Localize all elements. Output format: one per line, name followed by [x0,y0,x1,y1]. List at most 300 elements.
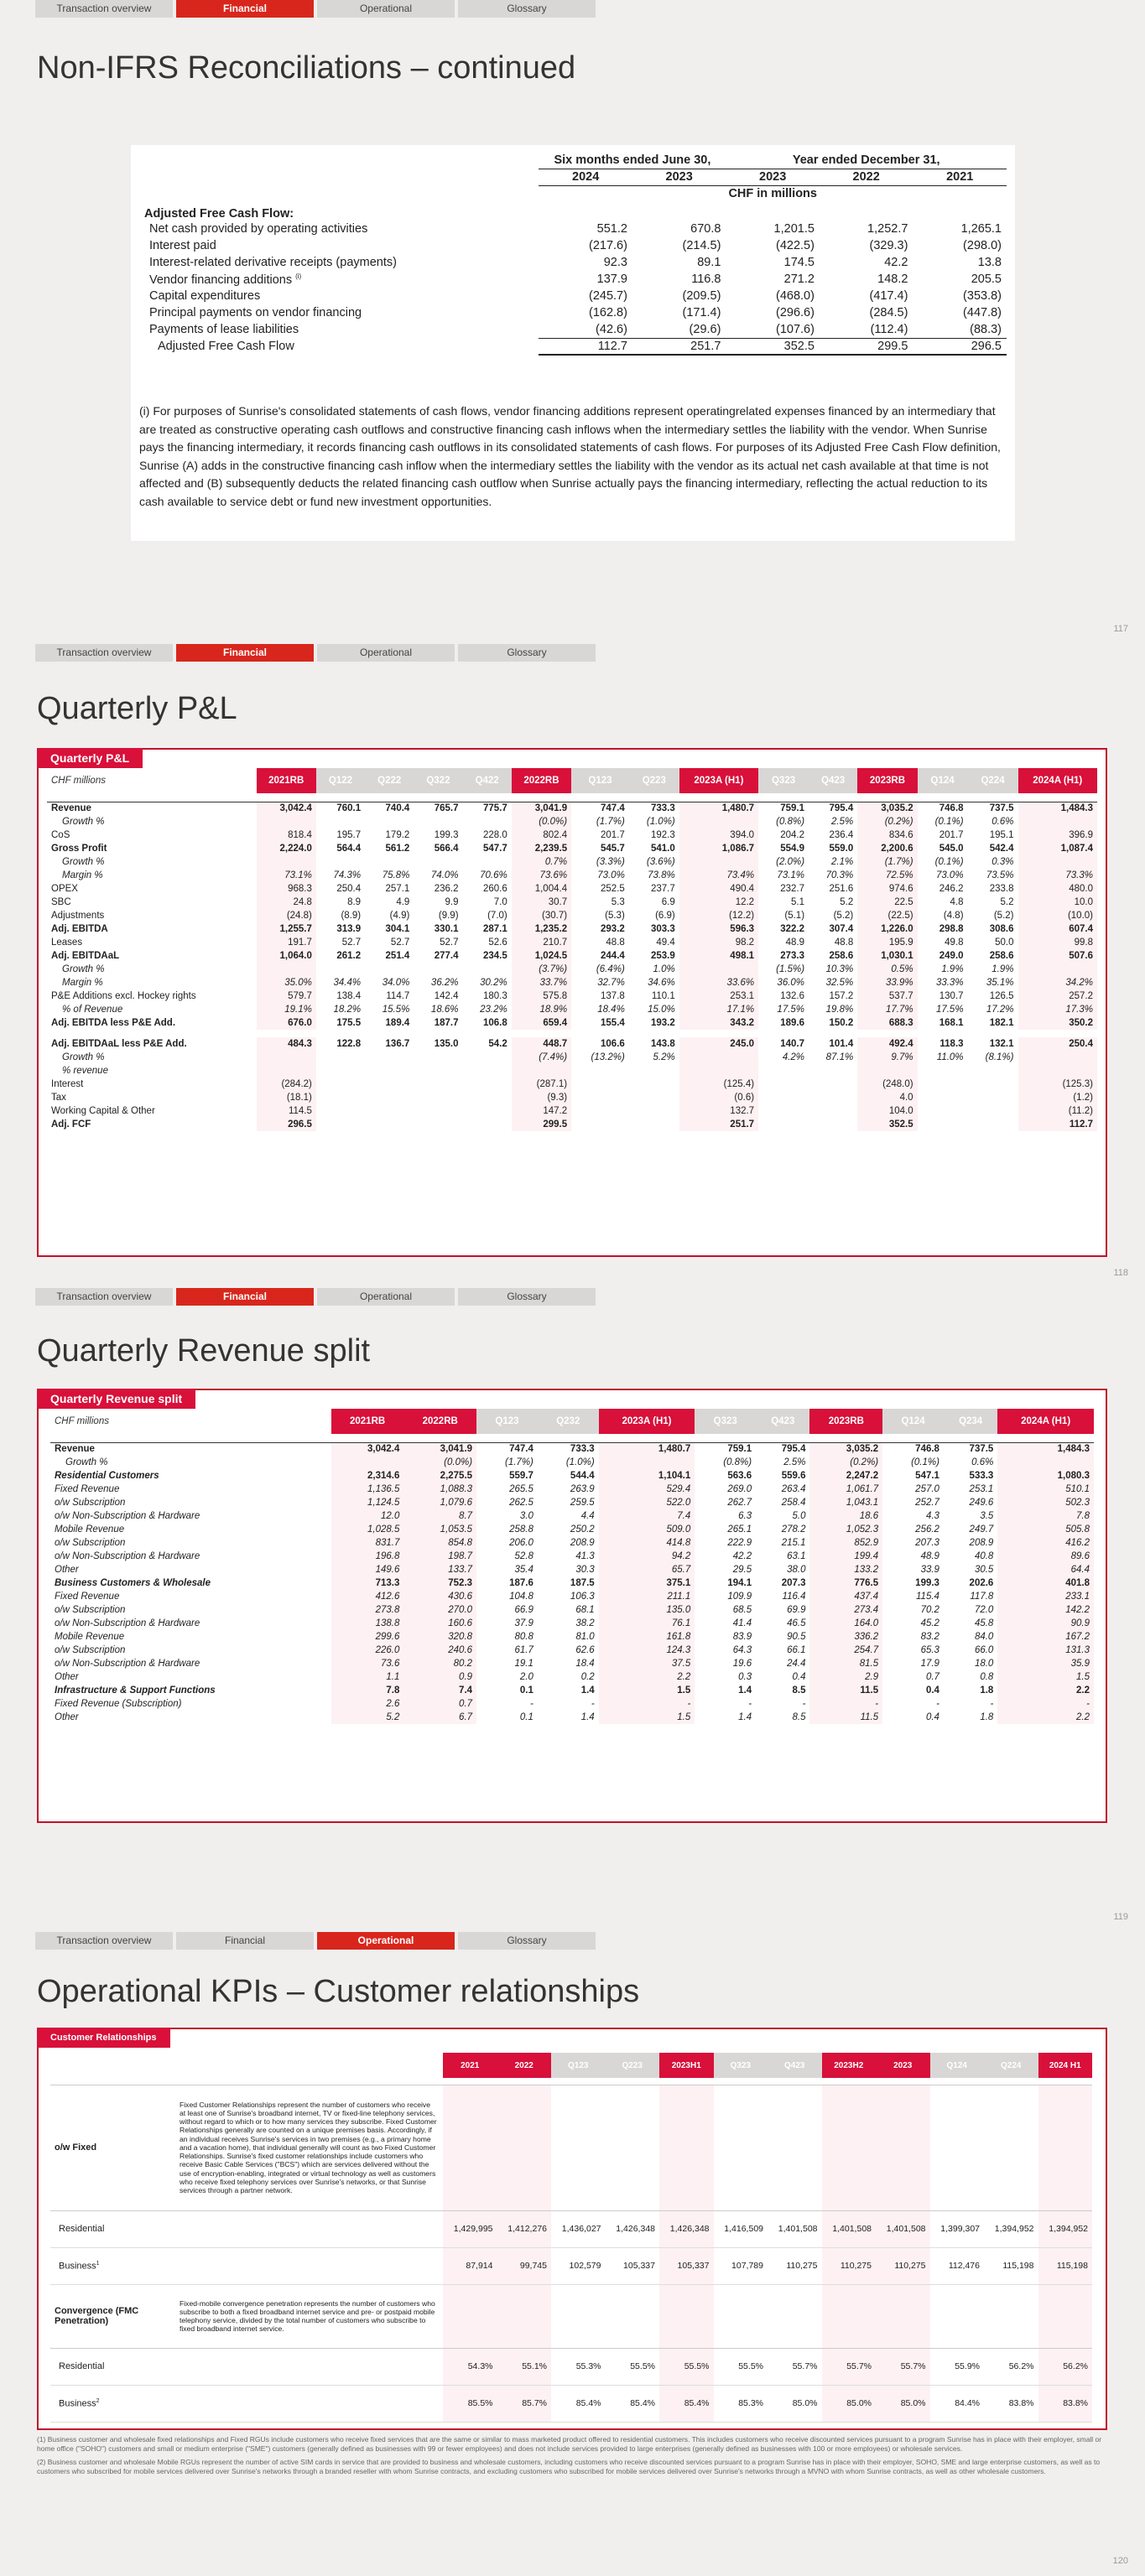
cell-value [463,855,512,869]
cell-value: 75.8% [382,870,410,880]
cell-value: 7.4 [599,1509,695,1523]
footnote-2: (2) Business customer and wholesale Mobile RGUs represent the number of active SIM cards in service that are provided to business and wholesale customers, including customers who receive discounted services pursuant to a program Sunrise has in place with their employer, SOHO, SME and large enterprise customers, as well as to customers who subscribed for mobile services delivered over Sunrise's networks through a branded reseller with whom Sunrise contracts, and excluding customers who subscribed for mobile services delivered over Sunrise's networks through a MVNO with whom Sunrise contracts, as well as other wholesale customers. [37,2458,1101,2475]
cell-value: 352.5 [726,338,820,355]
cell-value: 41.3 [575,1551,595,1561]
cell-value: 1,030.1 [857,949,917,963]
cell-value: 968.3 [257,882,316,896]
cell-value: (42.6) [539,321,632,338]
cell-value [316,815,365,828]
cell-value [463,1104,512,1118]
cell-value: 35.9 [997,1657,1094,1670]
cell-value: 196.8 [331,1550,404,1563]
tab-transaction-overview[interactable]: Transaction overview [35,1288,173,1306]
cell-value: (5.2) [833,911,854,921]
cell-value: (417.4) [869,289,908,303]
spacer-row [47,793,1097,802]
cell-value: 142.2 [997,1603,1094,1617]
cell-value: (6.4%) [596,964,625,974]
cell-value [809,1064,857,1078]
cell-value: 299.5 [820,338,913,355]
spacer-row [50,1434,1094,1442]
section-label: Quarterly P&L [37,748,143,768]
cell-value [414,1118,462,1131]
cell-value: 89.6 [997,1550,1094,1563]
cell-value: 55.7% [822,2348,877,2385]
cell-value: 34.4% [333,978,362,988]
tab-operational[interactable]: Operational [317,1932,455,1950]
cell-value: 4.3 [925,1511,939,1521]
cell-value: 2.6 [331,1697,404,1711]
cell-value: 114.5 [257,1104,316,1118]
cell-value: 0.6% [991,817,1014,827]
cell-value: 854.8 [403,1536,476,1550]
col-header: Q232 [538,1409,599,1434]
col-header: Q124 [882,1409,944,1434]
row-label: o/w Subscription [55,1605,126,1615]
col-header: 2022RB [403,1409,476,1434]
cell-value: (209.5) [682,289,721,303]
cell-value: 852.9 [809,1536,882,1550]
cell-value: 35.0% [257,976,316,989]
cell-value: 32.7% [597,978,625,988]
cell-value: 278.2 [781,1524,806,1535]
col-header: 2023RB [857,768,917,793]
cell-value: 1,087.4 [1018,842,1098,855]
cell-value: 19.1 [514,1659,533,1669]
cell-value: 133.7 [403,1563,476,1576]
cell-value: 11.5 [809,1711,882,1724]
cell-value: 262.5 [509,1498,533,1508]
row-label: Adj. EBITDAaL [51,951,120,961]
cell-value: 5.2 [840,897,854,907]
table-row [47,855,1097,869]
cell-value: 251.7 [632,338,726,355]
cell-value: 33.6% [679,976,758,989]
cell-value [968,1104,1018,1118]
tab-operational[interactable]: Operational [317,0,455,18]
cell-value: 18.4% [597,1005,625,1015]
cell-value [571,1118,629,1131]
cell-value: 138.8 [331,1617,404,1630]
cell-value: 157.2 [829,991,854,1001]
cell-value: 795.4 [756,1442,809,1456]
tab-financial[interactable]: Financial [176,644,314,662]
page-120 [0,1932,1145,2576]
cell-value: 55.7% [876,2348,930,2385]
cell-value: 118.3 [939,1039,964,1049]
cell-value: 541.0 [650,844,675,854]
cell-value: 11.0% [936,1052,964,1062]
cell-value: 234.5 [482,951,507,961]
cell-value: 733.3 [538,1442,599,1456]
cell-value: 1,436,027 [551,2210,606,2247]
section-heading: Adjusted Free Cash Flow: [144,207,294,221]
cell-value: 2.2 [599,1670,695,1684]
table-row [50,1550,1094,1563]
cell-value [316,1091,365,1104]
cell-value: 182.1 [989,1018,1014,1028]
col-header: 2022 [820,169,913,185]
cell-value: 98.2 [679,936,758,949]
tab-financial[interactable]: Financial [176,0,314,18]
cell-value: 3,042.4 [257,802,316,815]
cell-value: 375.1 [599,1576,695,1590]
cell-value: (1.0%) [646,817,675,827]
cell-value: 130.7 [939,991,964,1001]
row-label [139,288,539,304]
table-row [50,1523,1094,1536]
cell-value: 3,035.2 [857,802,917,815]
cell-value: 233.8 [989,884,1014,894]
cell-value: 5.2 [331,1711,404,1724]
cell-value: (214.5) [682,239,721,252]
row-label [50,2348,174,2385]
section-label: Quarterly Revenue split [37,1389,195,1409]
cell-value: 1,401,508 [876,2210,930,2247]
cell-value: 4.4 [580,1511,595,1521]
cell-value: 65.3 [920,1645,939,1655]
cell-value: - [809,1697,882,1711]
cell-value: 149.6 [331,1563,404,1576]
footnotes [37,2435,1107,2475]
cell-value: 155.4 [601,1018,625,1028]
cell-value: 2.5% [783,1457,806,1467]
cell-value: 101.4 [829,1039,854,1049]
table-row [50,1563,1094,1576]
cell-value: 18.2% [333,1005,362,1015]
cell-value: 9.7% [857,1051,917,1064]
tab-glossary[interactable]: Glossary [458,1932,596,1950]
cell-value: 161.8 [599,1630,695,1644]
cell-value: (0.1%) [934,817,964,827]
table-row [50,1590,1094,1603]
cell-value: 554.9 [780,844,805,854]
cell-value: 174.5 [783,256,815,269]
cell-value: 1,226.0 [857,922,917,936]
cell-value: 106.8 [482,1018,507,1028]
spacer-row [50,2078,1092,2085]
cell-value: 81.0 [575,1632,595,1642]
tab-transaction-overview[interactable]: Transaction overview [35,1932,173,1950]
cell-value: 254.7 [809,1644,882,1657]
cell-value: 198.7 [403,1550,476,1563]
table-row [47,976,1097,989]
cell-value: 542.4 [989,844,1014,854]
table-row [50,1536,1094,1550]
cell-value: 38.2 [575,1618,595,1628]
cell-value: 3.0 [519,1511,533,1521]
cell-value: 85.0% [822,2385,877,2422]
row-label: Mobile Revenue [55,1632,125,1642]
cell-value: 256.2 [915,1524,939,1535]
cell-value: 1,399,307 [930,2210,985,2247]
cell-value: 298.8 [939,924,964,934]
cell-value: (5.2) [993,911,1014,921]
cell-value [1018,963,1098,976]
row-label: Margin % [62,870,103,880]
cell-value: 15.5% [382,1005,410,1015]
cell-value [968,1091,1018,1104]
cell-value [571,1091,629,1104]
cell-value: 110,275 [768,2247,822,2284]
page-title: Quarterly Revenue split [37,1333,371,1368]
tab-glossary[interactable]: Glossary [458,0,596,18]
cell-value: 202.6 [969,1578,994,1588]
row-label [139,221,539,237]
cell-value: (7.4%) [512,1051,571,1064]
row-label-text: Vendor financing additions [149,273,293,287]
kpi-box [37,2028,1107,2430]
cell-value: 559.0 [829,844,854,854]
cell-value: 90.9 [997,1617,1094,1630]
cell-value: 1,401,508 [822,2210,877,2247]
cell-value: 34.6% [648,978,675,988]
cell-value: 164.0 [809,1617,882,1630]
cell-value: 492.4 [857,1037,917,1051]
cell-value: 0.1 [519,1685,533,1696]
pl-box [37,748,1107,1257]
row-label: Other [55,1565,79,1575]
row-label: Growth % [65,1457,108,1467]
table-row [50,1630,1094,1644]
cell-value [316,1064,365,1078]
col-header: Q122 [316,768,365,793]
cell-value: 73.1% [777,870,805,880]
cell-value: (4.9) [389,911,410,921]
cell-value: 30.2% [480,978,507,988]
cell-value: 33.7% [512,976,571,989]
cell-value: 18.4 [575,1659,595,1669]
cell-value: 396.9 [1018,828,1098,842]
cell-value: 17.5% [935,1005,964,1015]
row-label: Growth % [62,964,105,974]
cell-value: 253.1 [969,1484,994,1494]
cell-value: 87,914 [443,2247,497,2284]
table-row [139,237,1007,254]
cell-value: 1,080.3 [997,1469,1094,1483]
cell-value: 1,412,276 [497,2210,552,2247]
tab-transaction-overview[interactable]: Transaction overview [35,644,173,662]
cell-value: 257.0 [915,1484,939,1494]
cell-value: 0.4 [792,1672,806,1682]
cell-value: 304.1 [385,924,410,934]
cell-value: 83.9 [732,1632,752,1642]
page-117 [0,0,1145,644]
col-header: 2023RB [809,1409,882,1434]
row-label: Gross Profit [51,844,107,854]
tab-financial[interactable]: Financial [176,1932,314,1950]
cell-value: 249.6 [969,1498,994,1508]
cell-value: (0.2%) [809,1456,882,1469]
cell-value: (162.8) [588,306,627,319]
cell-value: 1,235.2 [512,922,571,936]
cell-value: 228.0 [482,830,507,840]
cell-value: 0.7% [512,855,571,869]
cell-value: 33.9 [920,1565,939,1575]
cell-value: 250.2 [570,1524,595,1535]
cell-value: 2,200.6 [857,842,917,855]
cell-value [316,963,365,976]
col-header: Q224 [968,768,1018,793]
col-header: Q123 [476,1409,538,1434]
cell-value: 109.9 [727,1592,752,1602]
cell-value: 307.4 [829,924,854,934]
cell-value: 30.7 [512,896,571,909]
cell-value: 85.0% [768,2385,822,2422]
cell-value: 232.7 [780,884,805,894]
cell-value [1018,815,1098,828]
table-row [47,949,1097,963]
cell-value: 559.7 [509,1471,533,1481]
row-label: CoS [51,830,70,840]
tab-transaction-overview[interactable]: Transaction overview [35,0,173,18]
cell-value: 140.7 [780,1039,805,1049]
cell-value [365,1078,414,1091]
cell-value: 201.7 [601,830,625,840]
cell-value: 131.3 [997,1644,1094,1657]
cell-value: 48.8 [606,937,625,948]
cell-value: 46.5 [787,1618,806,1628]
cell-value [257,855,316,869]
cell-value: 45.2 [920,1618,939,1628]
cell-value: (1.7%) [596,817,625,827]
table-row [47,1104,1097,1118]
cell-value [758,1118,809,1131]
cell-value: 733.3 [629,802,679,815]
cell-value: 0.9 [403,1670,476,1684]
row-label: Revenue [50,1442,331,1456]
cell-value: 0.7 [925,1672,939,1682]
cell-value: 15.0% [648,1005,675,1015]
cell-value: 1,484.3 [1018,802,1098,815]
col-header: 2021RB [331,1409,404,1434]
cell-value: 1,394,952 [1038,2210,1093,2247]
cell-value: 713.3 [331,1576,404,1590]
cell-value: 0.8 [980,1672,994,1682]
cell-value: (422.5) [775,239,815,252]
cell-value: (22.5) [857,909,917,922]
cell-value: 0.7 [403,1697,476,1711]
cell-value: 73.4% [679,869,758,882]
cell-value: 8.5 [792,1712,806,1722]
page-number: 119 [1113,1912,1128,1922]
cell-value: 72.0 [974,1605,994,1615]
cell-value: 17.1% [679,1003,758,1016]
pl-table [47,768,1097,1131]
cell-value: 263.9 [570,1484,595,1494]
cell-value: 85.7% [497,2385,552,2422]
col-header: Q223 [629,768,679,793]
cell-value: 414.8 [599,1536,695,1550]
cell-value: (217.6) [588,239,627,252]
cell-value [809,1118,857,1131]
row-label [139,237,539,254]
cell-value: 80.8 [514,1632,533,1642]
col-header: 2022 [497,2053,552,2078]
cell-value: 412.6 [331,1590,404,1603]
cell-value [918,1064,968,1078]
cell-value: 1.4 [738,1685,752,1696]
cell-value: 52.7 [390,937,410,948]
row-label [50,2247,174,2284]
cell-value: 84.0 [974,1632,994,1642]
cell-value [1018,1064,1098,1078]
cell-value: 260.6 [482,884,507,894]
cell-value: 62.6 [575,1645,595,1655]
cell-value [316,1118,365,1131]
cell-value: 55.5% [606,2348,660,2385]
cell-value: 251.6 [829,884,854,894]
cell-value: 107,789 [714,2247,768,2284]
table-row [47,909,1097,922]
cell-value: 3,041.9 [512,802,571,815]
cell-value: 52.6 [488,937,507,948]
cell-value: 102,579 [551,2247,606,2284]
tab-operational[interactable]: Operational [317,644,455,662]
cell-value: 1,484.3 [997,1442,1094,1456]
cell-value: 19.6 [732,1659,752,1669]
cell-value: 1,252.7 [867,222,908,236]
tab-glossary[interactable]: Glossary [458,644,596,662]
page-title: Quarterly P&L [37,691,237,726]
cell-value: 350.2 [1018,1016,1098,1030]
group-label: o/w Fixed [50,2085,174,2210]
col-header: Q224 [984,2053,1038,2078]
cell-value: 201.7 [939,830,964,840]
cell-value: 4.0 [857,1091,917,1104]
cell-value: 12.0 [331,1509,404,1523]
cell-value: 0.3 [738,1672,752,1682]
tab-operational[interactable]: Operational [317,1288,455,1306]
row-label: o/w Non-Subscription & Hardware [55,1618,200,1628]
cell-value: 299.5 [512,1118,571,1131]
cell-value: 1,480.7 [679,802,758,815]
cell-value: 775.7 [463,802,512,815]
cell-value [679,1051,758,1064]
cell-value [414,1064,462,1078]
tab-glossary[interactable]: Glossary [458,1288,596,1306]
cell-value [414,1091,462,1104]
cell-value: (9.3) [512,1091,571,1104]
cell-value: 1.0% [653,964,675,974]
cell-value: (287.1) [512,1078,571,1091]
row-label [139,321,539,338]
cell-value: 11.5 [809,1684,882,1697]
table-row [47,1003,1097,1016]
footnote-1: (1) Business customer and wholesale fixed relationships and Fixed RGUs include customers who receive fixed services that are the same or similar to mass marketed product offered to residential customers. This includes customers who receive discounted services pursuant to a program Sunrise has in place with their employer, small or home office ("SOHO") customers and small or medium enterprise ("SME") customers (generally defined as businesses with 99 or fewer employees) and does not include services provided to large enterprises (generally defined as businesses with 100 or more employees) or wholesale services. [37,2435,1102,2453]
table-row [47,842,1097,855]
cell-value: 303.3 [650,924,675,934]
table-row [47,882,1097,896]
cell-value: 52.8 [514,1551,533,1561]
cell-value: 87.1% [825,1052,854,1062]
col-header: Q222 [365,768,414,793]
cell-value [463,1118,512,1131]
cell-value: 66.0 [974,1645,994,1655]
cell-value: 99.8 [1018,936,1098,949]
cell-value: 70.3% [825,870,854,880]
cell-value: (171.4) [682,306,721,319]
cell-value: - [936,1699,939,1709]
cell-value [463,1078,512,1091]
table-row [50,1442,1094,1456]
cell-value: (447.8) [963,306,1002,319]
header-row [47,768,1097,793]
row-label-text: Capital expenditures [149,289,261,303]
cell-value: 259.5 [570,1498,595,1508]
cell-value: - [530,1699,533,1709]
tab-financial[interactable]: Financial [176,1288,314,1306]
